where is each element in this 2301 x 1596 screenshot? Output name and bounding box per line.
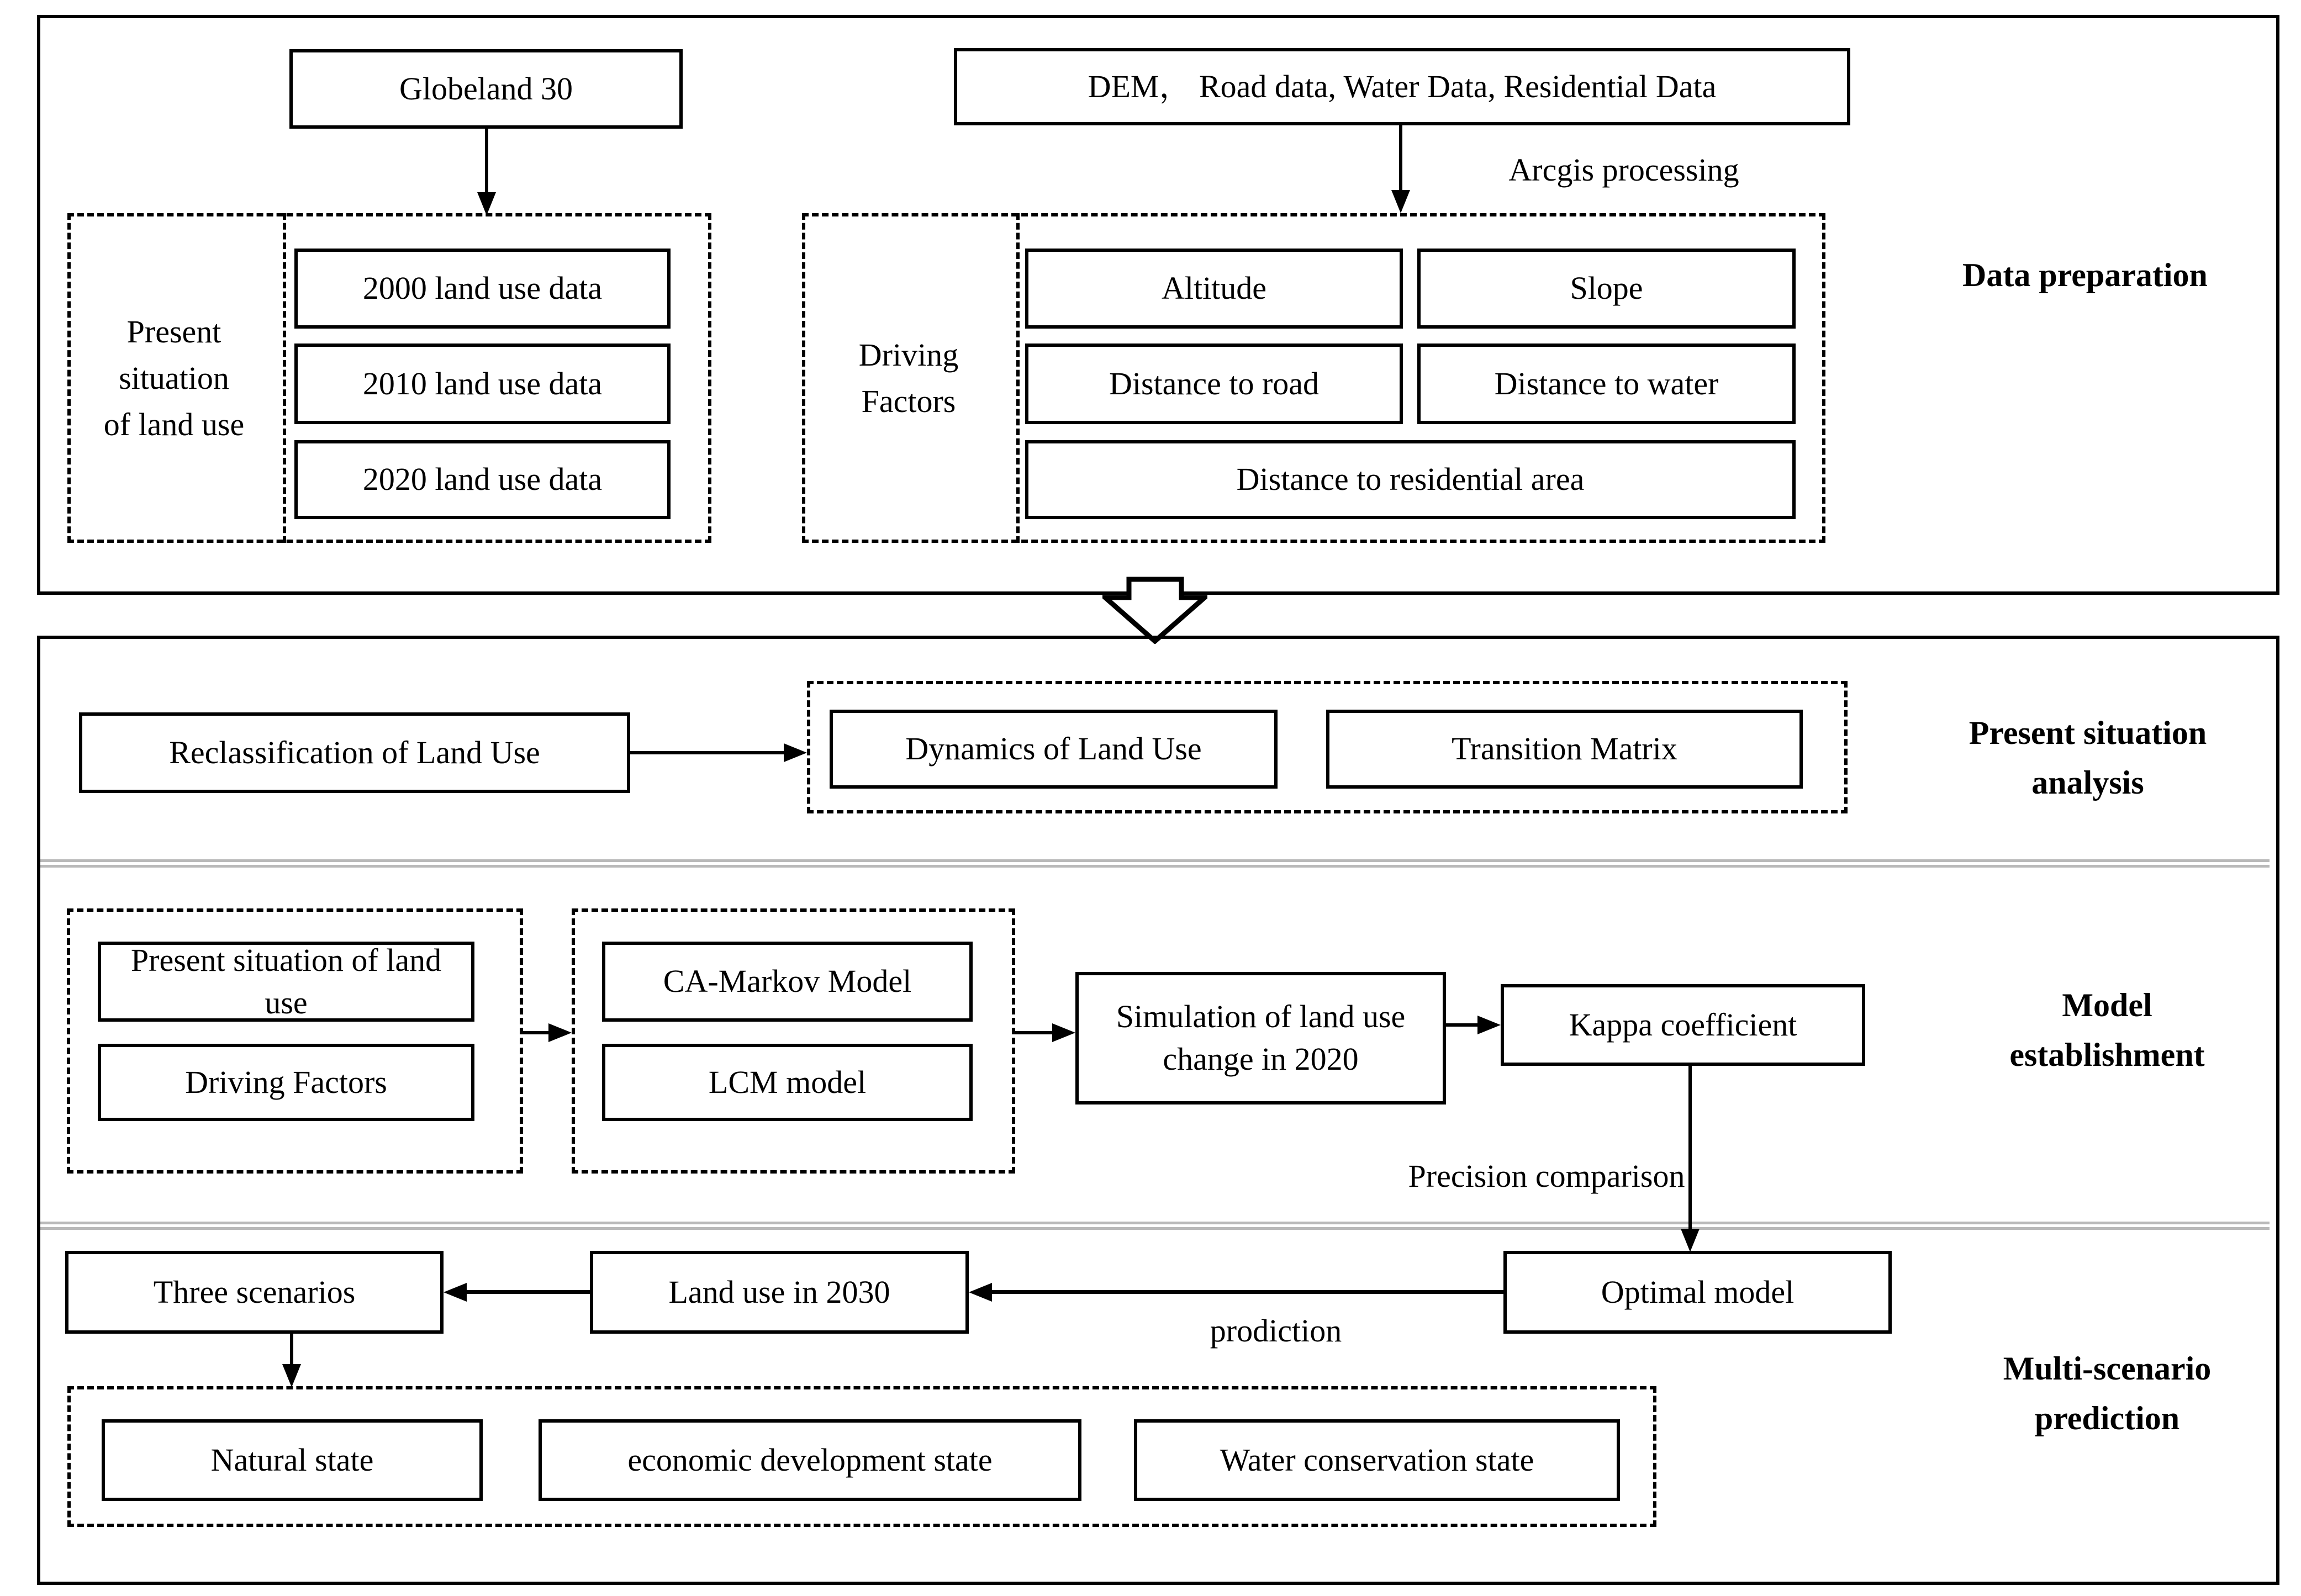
arrow-dem-head (1391, 190, 1410, 213)
ca-markov-box: CA-Markov Model (602, 942, 973, 1022)
arrow-globeland-head (477, 192, 496, 215)
economic-state-box: economic development state (539, 1419, 1081, 1501)
arrow-optimal-landuse-head (969, 1283, 992, 1302)
globeland-box (289, 49, 683, 129)
arrow-models-simulation-head (1052, 1023, 1075, 1042)
land-use-2010-box: 2010 land use data (294, 343, 671, 424)
arrow-three-scenarios-line (290, 1334, 293, 1365)
arrow-simulation-kappa-line (1446, 1023, 1479, 1027)
separator-2-3-top (40, 859, 2270, 862)
arrow-reclass-head (784, 743, 807, 762)
distance-water-box: Distance to water (1417, 343, 1796, 424)
three-scenarios-box: Three scenarios (65, 1251, 444, 1334)
separator-3-4-bottom (40, 1227, 2270, 1230)
separator-2-3-bottom (40, 865, 2270, 868)
arrow-simulation-kappa-head (1477, 1016, 1501, 1034)
present-group-label: Present situation of land use (103, 313, 245, 443)
dynamics-box: Dynamics of Land Use (830, 710, 1278, 789)
driving-factors-box: Driving Factors (98, 1044, 474, 1121)
prediction-note: prodiction (1210, 1312, 1342, 1349)
arrow-landuse-three-line (466, 1290, 590, 1294)
arrow-optimal-landuse-line (991, 1290, 1503, 1294)
present-group-divider (283, 213, 286, 543)
arrow-input-models-line (523, 1031, 551, 1034)
distance-road-box: Distance to road (1025, 343, 1403, 424)
arcgis-processing-note: Arcgis processing (1508, 151, 1739, 188)
globeland-label: Globeland 30 (399, 70, 573, 107)
section2-title: Present situation analysis (1968, 715, 2207, 801)
distance-residential-box: Distance to residential area (1025, 440, 1796, 519)
transition-matrix-box: Transition Matrix (1326, 710, 1803, 789)
precision-comparison-note: Precision comparison (1408, 1158, 1685, 1194)
slope-box: Slope (1417, 249, 1796, 329)
land-use-2030-box: Land use in 2030 (590, 1251, 969, 1334)
reclassification-box: Reclassification of Land Use (79, 712, 630, 793)
arrow-landuse-three-head (444, 1283, 467, 1302)
optimal-model-box: Optimal model (1503, 1251, 1892, 1334)
arrow-dem-line (1399, 125, 1402, 191)
arrow-reclass-line (630, 751, 786, 754)
arrow-globeland-line (485, 129, 488, 193)
water-state-box: Water conservation state (1134, 1419, 1620, 1501)
dem-data-box (954, 48, 1850, 125)
arrow-kappa-optimal-line (1688, 1066, 1692, 1230)
section3-title: Model establishment (2009, 987, 2205, 1073)
natural-state-box: Natural state (102, 1419, 483, 1501)
altitude-box: Altitude (1025, 249, 1403, 329)
present-situation-box: Present situation of land use (98, 942, 474, 1022)
lcm-model-box: LCM model (602, 1044, 973, 1121)
arrow-three-scenarios-head (282, 1364, 301, 1387)
simulation-box: Simulation of land use change in 2020 (1075, 972, 1446, 1104)
driving-group-divider (1016, 213, 1020, 543)
arrow-models-simulation-line (1015, 1031, 1053, 1034)
land-use-2020-box: 2020 land use data (294, 440, 671, 519)
arrow-input-models-head (548, 1023, 572, 1042)
arrow-kappa-optimal-head (1681, 1229, 1700, 1252)
driving-group-label: Driving Factors (858, 336, 959, 419)
section-flow-arrow-icon (1102, 577, 1207, 644)
kappa-box: Kappa coefficient (1501, 984, 1865, 1066)
land-use-2000-box: 2000 land use data (294, 249, 671, 329)
section1-title: Data preparation (1962, 257, 2208, 293)
dem-data-label: DEM， Road data, Water Data, Residential Data (1088, 68, 1717, 104)
section4-title: Multi-scenario prediction (2003, 1350, 2212, 1436)
separator-3-4-top (40, 1222, 2270, 1224)
